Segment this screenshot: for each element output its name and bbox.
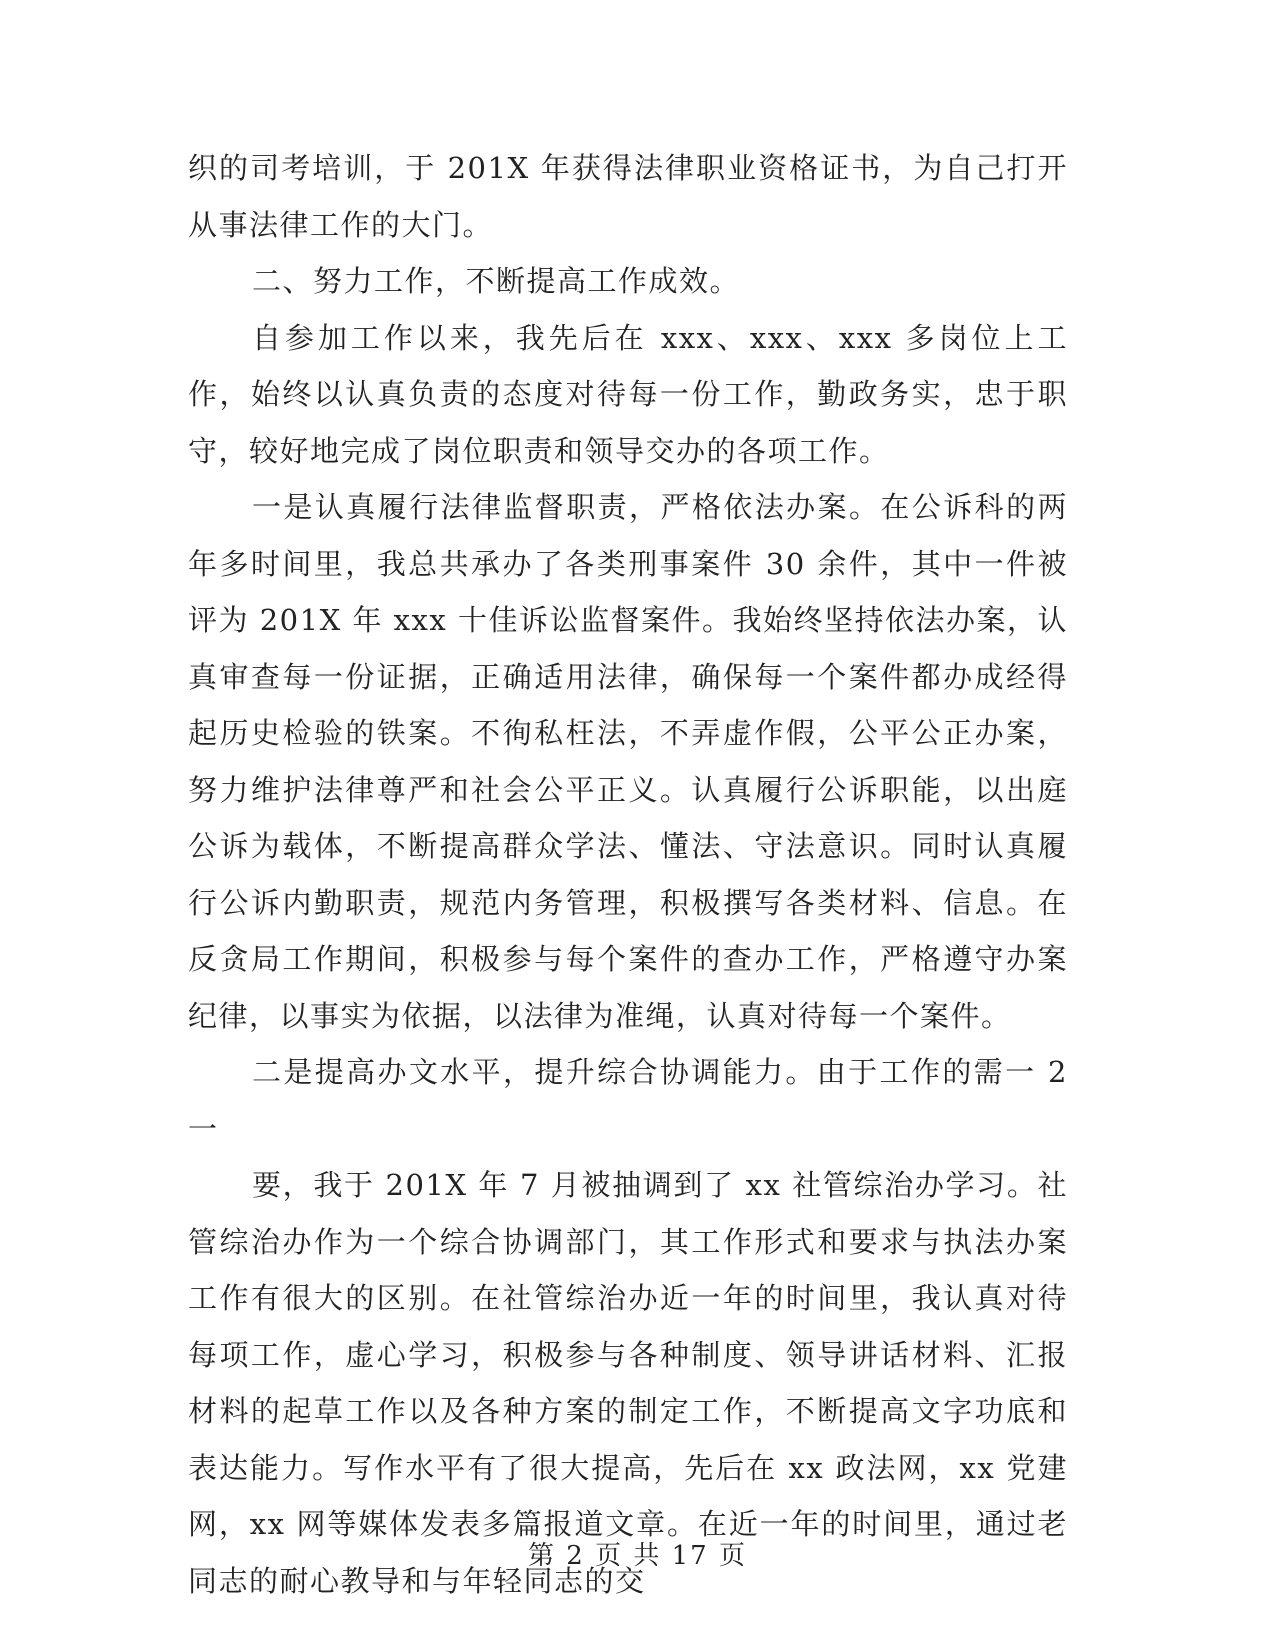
document-body	[188, 140, 1068, 1609]
paragraph-5: 二是提高办文水平，提升综合协调能力。由于工作的需一 2 一	[188, 1055, 1068, 1146]
paragraph-2-section-heading: 二、努力工作，不断提高工作成效。	[252, 264, 741, 298]
paragraph-1: 织的司考培训，于 201X 年获得法律职业资格证书，为自己打开从事法律工作的大门。	[188, 151, 1068, 242]
paragraph-4: 一是认真履行法律监督职责，严格依法办案。在公诉科的两年多时间里，我总共承办了各类刑事案件 30 余件，其中一件被评为 201X 年 xxx 十佳诉讼监督案件。我始终坚持依法办案，认真审查每一份证据，正确适用法律，确保每一个案件都办成经得起历史检验的铁案。不徇私枉法，不弄虚作假，公平公正办案，努力维护法律尊严和社会公平正义。认真履行公诉职能，以出庭公诉为载体，不断提高群众学法、懂法、守法意识。同时认真履行公诉内勤职责，规范内务管理，积极撰写各类材料、信息。在反贪局工作期间，积极参与每个案件的查办工作，严格遵守办案纪律，以事实为依据，以法律为准绳，认真对待每一个案件。	[188, 490, 1068, 1033]
paragraph-3: 自参加工作以来，我先后在 xxx、xxx、xxx 多岗位上工作，始终以认真负责的态度对待每一份工作，勤政务实，忠于职守，较好地完成了岗位职责和领导交办的各项工作。	[188, 320, 1068, 468]
paragraph-6: 要，我于 201X 年 7 月被抽调到了 xx 社管综治办学习。社管综治办作为一个综合协调部门，其工作形式和要求与执法办案工作有很大的区别。在社管综治办近一年的时间里，我认真对待每项工作，虚心学习，积极参与各种制度、领导讲话材料、汇报材料的起草工作以及各种方案的制定工作，不断提高文字功底和表达能力。写作水平有了很大提高，先后在 xx 政法网，xx 党建网，xx 网等媒体发表多篇报道文章。在近一年的时间里，通过老同志的耐心教导和与年轻同志的交	[188, 1168, 1068, 1598]
page-number: 第 2 页 共 17 页	[528, 1541, 747, 1571]
